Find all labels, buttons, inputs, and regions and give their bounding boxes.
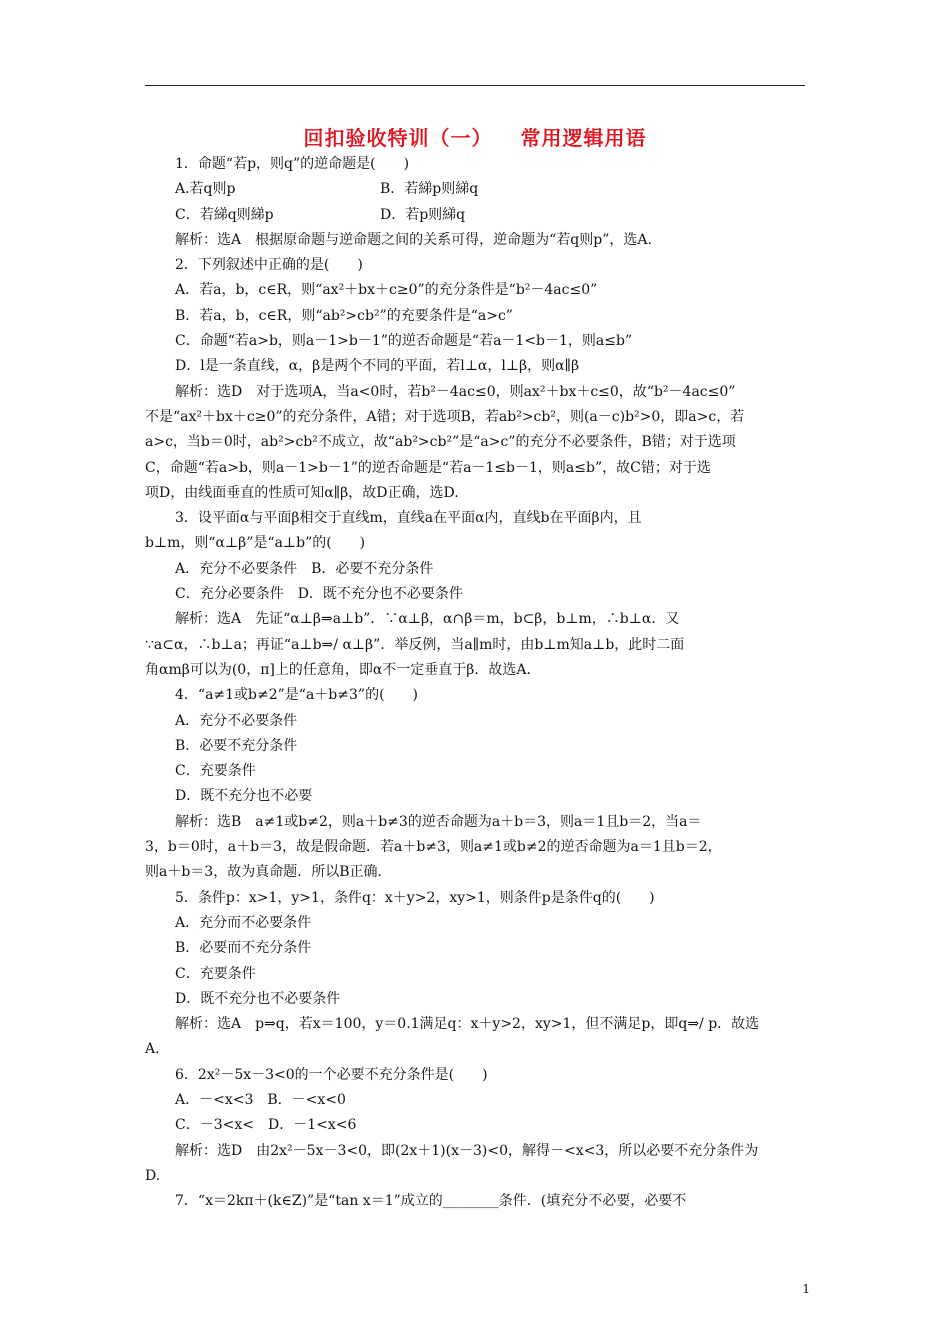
q2-analysis-line-4: C，命题“若a>b，则a－1>b－1”的逆否命题是“若a－1≤b－1，则a≤b”，故C错；对于选 [145,459,711,476]
q4-stem: 4．“a≠1或b≠2”是“a＋b≠3”的( ) [175,687,418,704]
q1-stem: 1．命题“若p，则q”的逆命题是( ) [175,156,410,172]
title-right: 常用逻辑用语 [520,126,647,150]
q3-analysis-line-1: 解析：选A 先证“α⊥β⇒a⊥b”．∵α⊥β，α∩β＝m，b⊂β，b⊥m，∴b⊥α．又 [175,611,680,628]
q6-stem: 6．2x²－5x－3<0的一个必要不充分条件是( ) [175,1066,488,1083]
q1-options-row1 [145,177,807,202]
q4-option-c: C．充要条件 [175,763,256,780]
q2-option-c: C．命题“若a>b，则a－1>b－1”的逆否命题是“若a－1<b－1，则a≤b” [175,333,633,350]
q2-option-a: A．若a，b，c∈R，则“ax²＋bx＋c≥0”的充分条件是“b²－4ac≤0” [175,282,598,299]
title-left: 回扣验收特训（一） [303,126,493,150]
q1-analysis: 解析：选A 根据原命题与逆命题之间的关系可得，逆命题为“若q则p”，选A. [175,231,652,248]
q3-analysis-line-2: ∵a⊂α，∴b⊥a；再证“a⊥b⇒/ α⊥β”．举反例，当a∥m时，由b⊥m知a⊥b，此时二面 [145,636,685,653]
document-body [145,152,807,1214]
q3-stem-line-1: 3．设平面α与平面β相交于直线m，直线a在平面α内，直线b在平面β内，且 [175,510,642,527]
page-number: 1 [802,1282,810,1296]
q3-options-cd: C．充分必要条件 D．既不充分也不必要条件 [175,586,463,603]
q3-analysis-line-3: 角αmβ可以为(0，π]上的任意角，即α不一定垂直于β．故选A. [145,661,531,678]
q7-stem: 7．“x＝2kπ＋(k∈Z)”是“tan x＝1”成立的________条件．(填充分不必要，必要不 [175,1193,687,1210]
q5-analysis-line-2: A. [145,1041,160,1058]
q5-stem: 5．条件p：x>1，y>1，条件q：x＋y>2，xy>1，则条件p是条件q的( ) [175,889,655,906]
q4-option-b: B．必要不充分条件 [175,737,298,754]
q4-analysis-line-2: 3，b＝0时，a＋b＝3，故是假命题．若a＋b≠3，则a≠1或b≠2的逆否命题为a＝1且b＝2， [145,839,722,856]
q2-option-b: B．若a，b，c∈R，则“ab²>cb²”的充要条件是“a>c” [175,307,513,324]
q5-option-b: B．必要而不充分条件 [175,940,312,957]
q2-analysis-line-3: a>c，当b＝0时，ab²>cb²不成立，故“ab²>cb²”是“a>c”的充分不必要条件，B错；对于选项 [145,434,736,451]
q5-option-a: A．充分而不必要条件 [175,914,312,931]
q6-options-ab: A．－<x<3 B．－<x<0 [175,1091,346,1108]
q4-analysis-line-1: 解析：选B a≠1或b≠2，则a＋b≠3的逆否命题为a＋b＝3，则a＝1且b＝2，当a＝ [175,813,702,830]
q6-analysis-line-1: 解析：选D 由2x²－5x－3<0，即(2x＋1)(x－3)<0，解得－<x<3，所以必要不充分条件为 [175,1142,759,1159]
q2-option-d: D．l是一条直线，α，β是两个不同的平面，若l⊥α，l⊥β，则α∥β [175,358,580,375]
q2-analysis-line-2: 不是“ax²＋bx＋c≥0”的充分条件，A错；对于选项B，若ab²>cb²，则(a－c)b²>0，即a>c，若 [145,408,745,425]
q1-option-d: D．若p则綈q [380,206,466,223]
q1-options-row2 [145,203,807,228]
q5-option-c: C．充要条件 [175,965,256,982]
q2-analysis-line-1: 解析：选D 对于选项A，当a<0时，若b²－4ac≤0，则ax²＋bx＋c≤0，故“b²－4ac≤0” [175,383,736,400]
q6-analysis-line-2: D. [145,1167,161,1184]
q2-stem: 2．下列叙述中正确的是( ) [175,257,363,274]
q6-options-cd: C．－3<x< D．－1<x<6 [175,1117,357,1134]
page-title [145,122,805,151]
q4-analysis-line-3: 则a＋b＝3，故为真命题．所以B正确． [145,864,392,881]
q5-option-d: D．既不充分也不必要条件 [175,990,341,1007]
q2-analysis-line-5: 项D，由线面垂直的性质可知α∥β，故D正确，选D. [145,484,459,501]
q3-stem-line-2: b⊥m，则“α⊥β”是“a⊥b”的( ) [145,535,366,552]
q4-option-a: A．充分不必要条件 [175,712,298,729]
q3-options-ab: A．充分不必要条件 B．必要不充分条件 [175,560,434,577]
q1-option-a: A.若q则p [175,181,236,198]
header-rule [145,85,805,86]
q1-option-b: B．若綈p则綈q [380,181,479,198]
q1-option-c: C．若綈q则綈p [175,206,274,223]
q4-option-d: D．既不充分也不必要 [175,788,313,805]
q5-analysis-line-1: 解析：选A p⇒q，若x＝100，y＝0.1满足q：x＋y>2，xy>1，但不满足p，即q⇒/ p．故选 [175,1016,760,1033]
